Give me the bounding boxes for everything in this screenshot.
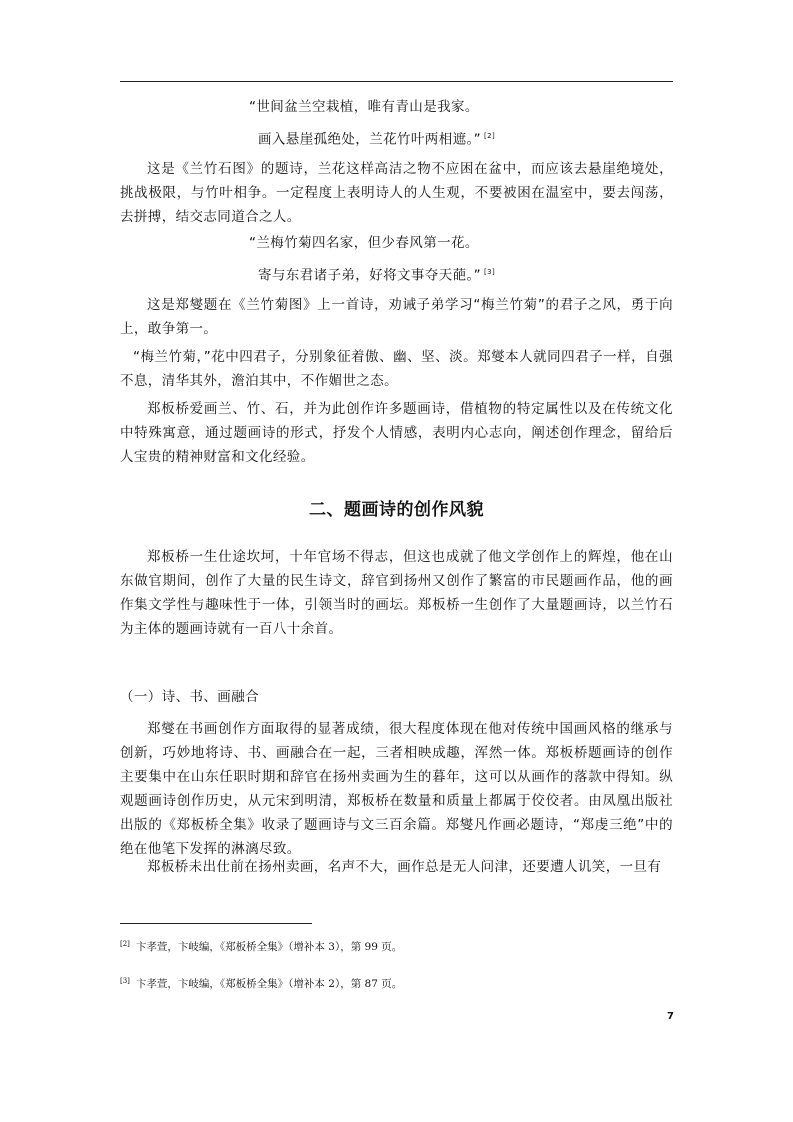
quote-text: 画入悬崖孤绝处，兰花竹叶两相遮。” bbox=[258, 131, 482, 148]
body-paragraph: 郑板桥一生仕途坎坷，十年官场不得志，但这也成就了他文学创作上的辉煌，他在山东做官期间，创作了大量的民生诗文，辞官到扬州又创作了繁富的市民题画作品，他的画作集文学性与趣味性于一体，引领当时的画坛。郑板桥一生创作了大量题画诗，以兰竹石为主体的题画诗就有一百八十余首。 bbox=[120, 549, 673, 637]
subsection-heading: （一）诗、书、画融合 bbox=[120, 689, 259, 705]
footnote-mark: [3] bbox=[120, 976, 130, 985]
quote-line bbox=[258, 263, 495, 285]
footnote-separator bbox=[120, 923, 312, 924]
body-paragraph: 这是郑燮题在《兰竹菊图》上一首诗，劝诫子弟学习“梅兰竹菊”的君子之风，勇于向上，敢争第一。 bbox=[120, 297, 673, 337]
quote-line bbox=[258, 127, 495, 149]
quote-text: “世间盆兰空栽植，唯有青山是我家。 bbox=[249, 99, 479, 115]
quote-text: 寄与东君诸子弟，好将文事夺天葩。” bbox=[258, 267, 482, 284]
footnote-mark: [2] bbox=[120, 939, 130, 948]
body-paragraph: 郑燮在书画创作方面取得的显著成绩，很大程度体现在他对传统中国画风格的继承与创新，巧妙地将诗、书、画融合在一起，三者相映成趣，浑然一体。郑板桥题画诗的创作主要集中在山东任职时期和辞官在扬州卖画为生的暮年，这可以从画作的落款中得知。纵观题画诗创作历史，从元宋到明清，郑板桥在数量和质量上都属于佼佼者。由凤凰出版社出版的《郑板桥全集》收录了题画诗与文三百余篇。郑燮凡作画必题诗，“郑虔三绝”中的绝在他笔下发挥的淋漓尽致。 bbox=[120, 721, 673, 857]
footnote-text: 卞孝萱，卞岐编，《郑板桥全集》（增补本 2），第 87 页。 bbox=[135, 978, 403, 990]
footnote bbox=[120, 939, 402, 954]
section-heading: 二、题画诗的创作风貌 bbox=[309, 500, 484, 520]
quote-text: “兰梅竹菊四名家，但少春风第一花。 bbox=[249, 235, 479, 251]
page-number: 7 bbox=[667, 1011, 674, 1022]
header-rule bbox=[120, 81, 673, 82]
body-paragraph: 这是《兰竹石图》的题诗，兰花这样高洁之物不应困在盆中，而应该去悬崖绝境处，挑战极限，与竹叶相争。一定程度上表明诗人的人生观，不要被困在温室中，要去闯荡，去拼搏，结交志同道合之人。 bbox=[120, 161, 673, 225]
footnote-ref[interactable]: [3] bbox=[484, 268, 496, 276]
footnote bbox=[120, 976, 402, 991]
body-paragraph: “梅兰竹菊，”花中四君子，分别象征着傲、幽、坚、淡。郑燮本人就同四君子一样，自强不息，清华其外，澹泊其中，不作媚世之态。 bbox=[120, 349, 673, 389]
footnote-ref[interactable]: [2] bbox=[484, 132, 496, 140]
quote-line bbox=[249, 234, 479, 252]
body-paragraph: 郑板桥未出仕前在扬州卖画，名声不大，画作总是无人问津，还要遭人讥笑，一旦有 bbox=[147, 859, 662, 875]
footnote-text: 卞孝萱，卞岐编，《郑板桥全集》（增补本 3），第 99 页。 bbox=[135, 941, 403, 953]
body-paragraph: 郑板桥爱画兰、竹、石，并为此创作许多题画诗，借植物的特定属性以及在传统文化中特殊寓意，通过题画诗的形式，抒发个人情感，表明内心志向，阐述创作理念，留给后人宝贵的精神财富和文化经验。 bbox=[120, 401, 673, 465]
quote-line bbox=[249, 98, 479, 116]
